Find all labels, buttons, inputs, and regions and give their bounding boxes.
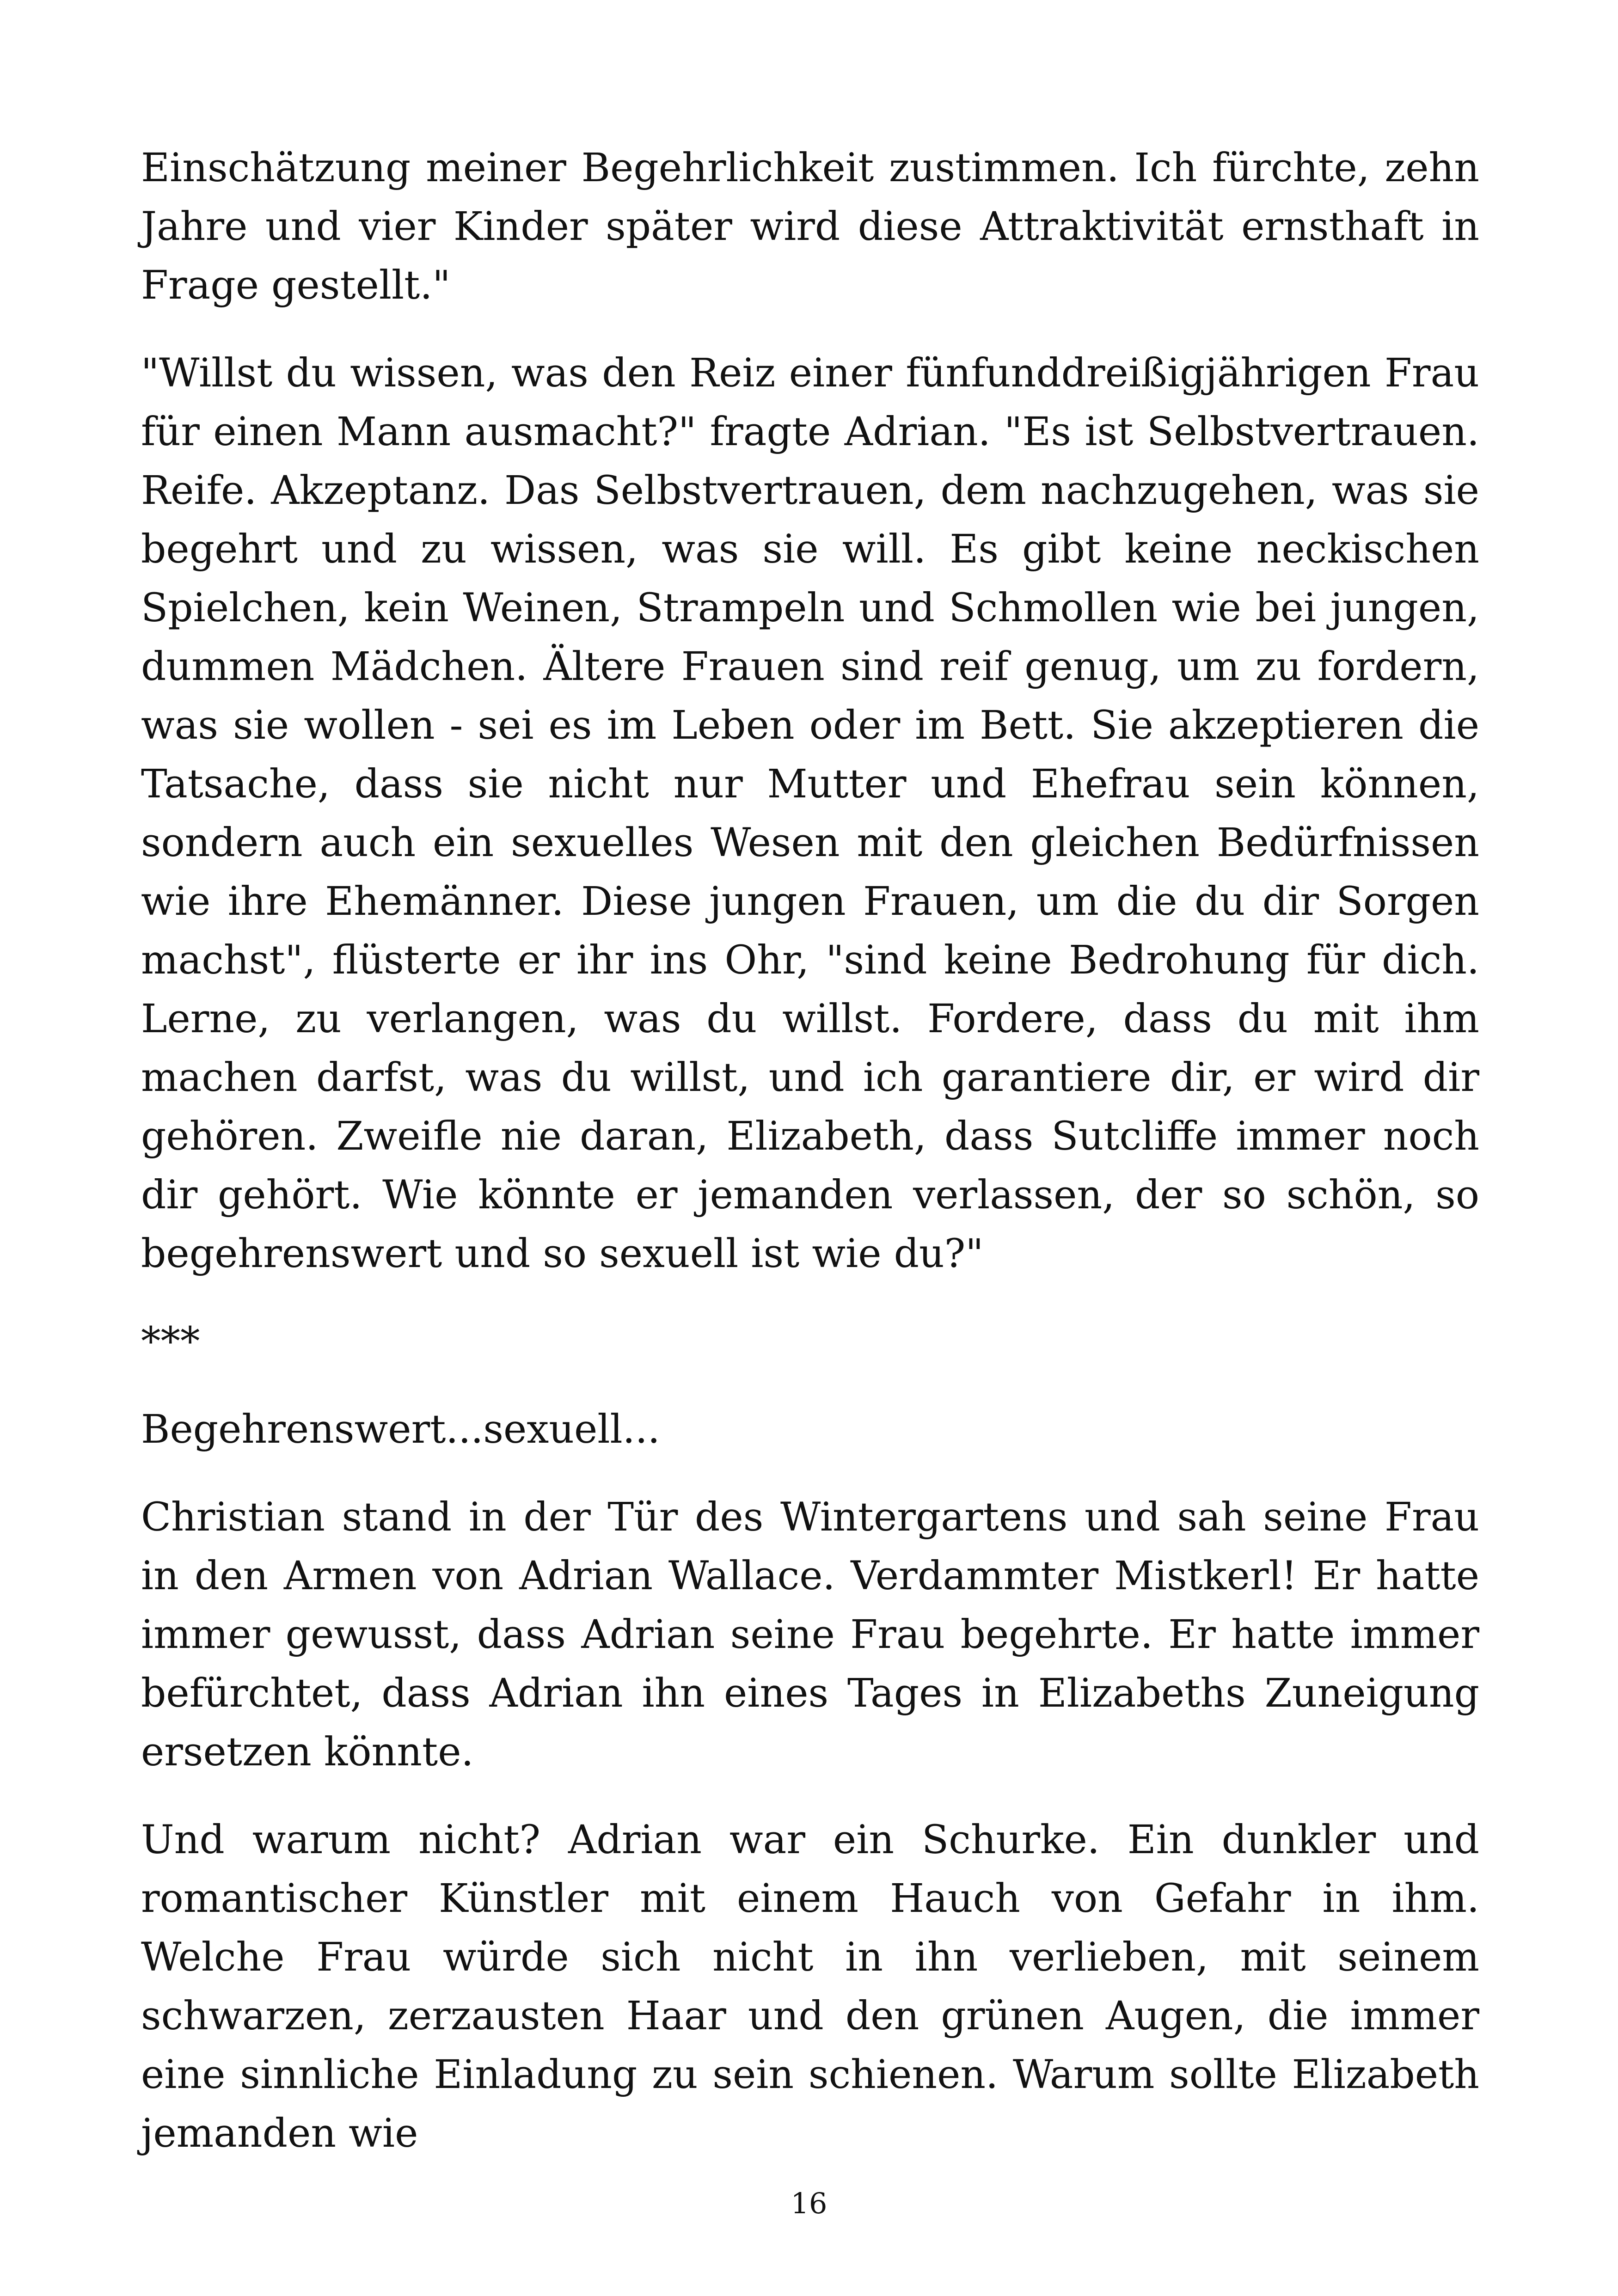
page-number: 16 bbox=[791, 2186, 827, 2220]
paragraph-5: Und warum nicht? Adrian war ein Schurke. Ein dunkler und romantischer Künstler mit einem Hauch von Gefahr in ihm. Welche Frau würde sich nicht in ihn verlieben, mit seinem schwarzen, zerzausten Haar und den grünen Augen, die immer eine sinnliche Einladung zu sein schienen. Warum sollte Elizabeth jemanden wie bbox=[141, 1817, 1479, 2156]
paragraph-2-dialogue: "Willst du wissen, was den Reiz einer fünfunddreißigjährigen Frau für einen Mann ausmacht?" fragte Adrian. "Es ist Selbstvertrauen. Reife. Akzeptanz. Das Selbstvertrauen, dem nachzugehen, was sie begehrt und zu wissen, was sie will. Es gibt keine neckischen Spielchen, kein Weinen, Strampeln und Schmollen wie bei jungen, dummen Mädchen. Ältere Frauen sind reif genug, um zu fordern, was sie wollen - sei es im Leben oder im Bett. Sie akzeptieren die Tatsache, dass sie nicht nur Mutter und Ehefrau sein können, sondern auch ein sexuelles Wesen mit den gleichen Bedürfnissen wie ihre Ehemänner. Diese jungen Frauen, um die du dir Sorgen machst", flüsterte er ihr ins Ohr, "sind keine Bedrohung für dich. Lerne, zu verlangen, was du willst. Fordere, dass du mit ihm machen darfst, was du willst, und ich garantiere dir, er wird dir gehören. Zweifle nie daran, Elizabeth, dass Sutcliffe immer noch dir gehört. Wie könnte er jemanden verlassen, der so schön, so begehrenswert und so sexuell ist wie du?" bbox=[141, 350, 1479, 1277]
paragraph-1: Einschätzung meiner Begehrlichkeit zustimmen. Ich fürchte, zehn Jahre und vier Kinder später wird diese Attraktivität ernsthaft in Frage gestellt." bbox=[141, 145, 1479, 308]
paragraph-4: Christian stand in der Tür des Wintergartens und sah seine Frau in den Armen von Adrian Wallace. Verdammter Mistkerl! Er hatte immer gewusst, dass Adrian seine Frau begehrte. Er hatte immer befürchtet, dass Adrian ihn eines Tages in Elizabeths Zuneigung ersetzen könnte. bbox=[141, 1494, 1479, 1775]
page-body-text bbox=[141, 139, 1479, 2192]
scene-break-asterisks: *** bbox=[141, 1319, 200, 1365]
paragraph-3-short: Begehrenswert...sexuell... bbox=[141, 1407, 660, 1452]
